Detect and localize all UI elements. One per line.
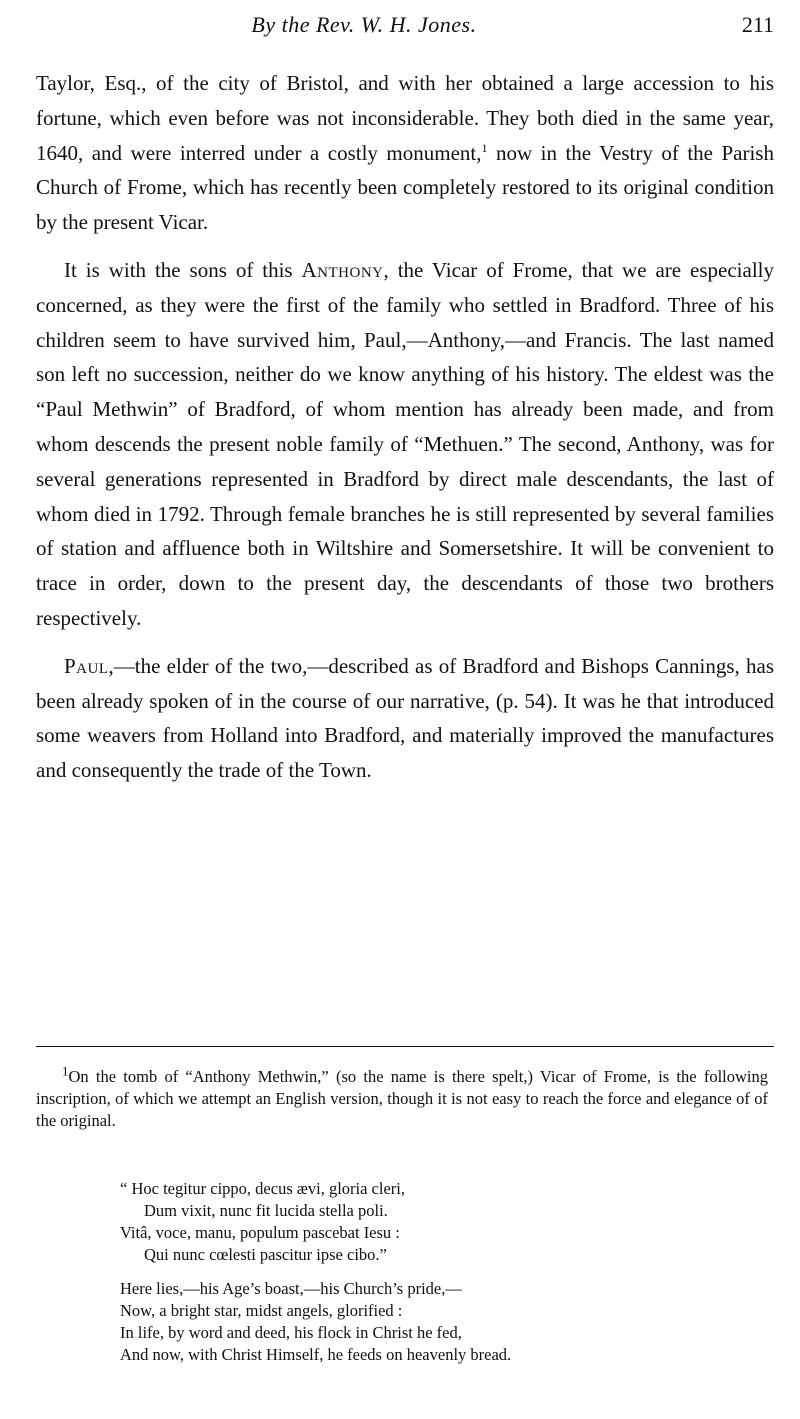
paragraph-3 <box>36 649 774 788</box>
paragraph-2-text: , the Vicar of Frome, that we are especially concerned, as they were the first of the family who settled in Bradford. Three of his children seem to have survived him, Paul,—Anthony,—and Francis. The last named son left no succession, neither do we know anything of his history. The eldest was the “Paul Methwin” of Bradford, of whom mention has already been made, and from whom descends the present noble family of “Methuen.” The second, Anthony, was for several generations represented in Bradford by direct male descendants, the last of whom died in 1792. Through female branches he is still represented by several families of station and affluence both in Wiltshire and Somersetshire. It will be convenient to trace in order, down to the present day, the descendants of those two brothers respectively. <box>36 257 774 630</box>
paragraph-1-rest: now in the Vestry of the Parish Church of Frome, which has recently been completely restored to its original condition by the present Vicar. <box>36 140 774 235</box>
paragraph-2-lead: It is with the sons of this <box>64 257 302 282</box>
footnote <box>36 1063 768 1132</box>
running-head <box>36 10 776 40</box>
paragraph-2-name: Anthony <box>301 257 384 282</box>
latin-line-3: Vitâ, voce, manu, populum pascebat Iesu : <box>120 1223 400 1242</box>
paragraph-3-name: Paul <box>64 653 109 678</box>
latin-line-4: Qui nunc cœlesti pascitur ipse cibo.” <box>144 1245 387 1264</box>
english-line-4: And now, with Christ Himself, he feeds on heavenly bread. <box>120 1345 512 1364</box>
footnote-mark: 1 <box>62 1063 69 1079</box>
english-line-2: Now, a bright star, midst angels, glorified : <box>120 1301 403 1320</box>
paragraph-1 <box>36 66 774 240</box>
footnote-rule <box>36 1046 774 1047</box>
english-line-1: Here lies,—his Age’s boast,—his Church’s pride,— <box>120 1279 462 1298</box>
latin-line-1: “ Hoc tegitur cippo, decus ævi, gloria cleri, <box>120 1179 405 1198</box>
footnote-reference: 1 <box>481 140 488 155</box>
english-version <box>120 1278 720 1366</box>
latin-inscription <box>120 1178 720 1266</box>
english-line-3: In life, by word and deed, his flock in Christ he fed, <box>120 1323 462 1342</box>
running-title: By the Rev. W. H. Jones. <box>251 12 477 37</box>
latin-line-2: Dum vixit, nunc fit lucida stella poli. <box>144 1201 388 1220</box>
paragraph-3-text: ,—the elder of the two,—described as of Bradford and Bishops Cannings, has been already spoken of in the course of our narrative, (p. 54). It was he that introduced some weavers from Holland into Bradford, and materially improved the manufactures and consequently the trade of the Town. <box>36 653 774 783</box>
footnote-text: On the tomb of “Anthony Methwin,” (so the name is there spelt,) Vicar of Frome, is the following inscription, of which we attempt an English version, though it is not easy to reach the force and elegance of of the original. <box>36 1067 768 1130</box>
paragraph-1-text: Taylor, Esq., of the city of Bristol, and with her obtained a large accession to his fortune, which even before was not inconsiderable. They both died in the same year, 1640, and were interred under a costly monument, <box>36 71 774 165</box>
paragraph-2 <box>36 253 774 636</box>
footnote-paragraph <box>36 1063 768 1132</box>
page-number: 211 <box>741 12 774 37</box>
body-text <box>36 66 774 788</box>
